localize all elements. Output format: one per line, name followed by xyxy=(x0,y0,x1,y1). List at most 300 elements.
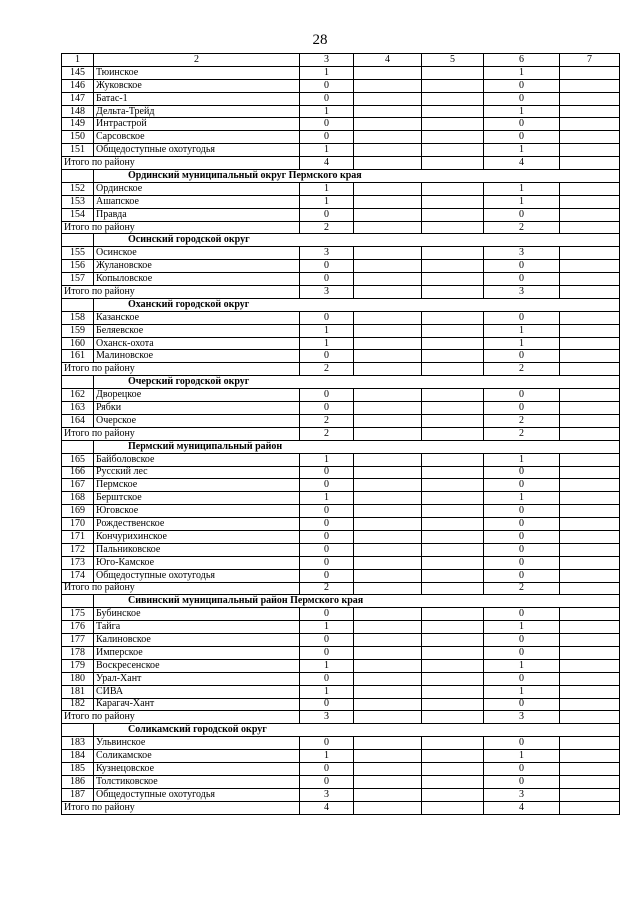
empty-cell xyxy=(354,311,422,324)
col6-value: 0 xyxy=(484,131,560,144)
total-row xyxy=(62,157,620,170)
empty-cell xyxy=(560,479,620,492)
empty-cell xyxy=(422,337,484,350)
empty-cell xyxy=(422,247,484,260)
empty-cell xyxy=(560,646,620,659)
col6-value: 0 xyxy=(484,505,560,518)
col6-value: 0 xyxy=(484,762,560,775)
empty-cell xyxy=(560,311,620,324)
row-number: 181 xyxy=(62,685,94,698)
table-row xyxy=(62,208,620,221)
col6-value: 2 xyxy=(484,414,560,427)
column-number-row xyxy=(62,54,620,67)
empty-cell xyxy=(560,505,620,518)
row-number: 150 xyxy=(62,131,94,144)
total-col6: 2 xyxy=(484,363,560,376)
col6-value: 0 xyxy=(484,466,560,479)
empty-cell xyxy=(354,788,422,801)
row-number: 172 xyxy=(62,543,94,556)
table-row xyxy=(62,414,620,427)
hunting-ground-name: Батас-1 xyxy=(94,92,300,105)
table-row xyxy=(62,389,620,402)
empty-cell xyxy=(354,750,422,763)
section-spacer xyxy=(62,440,94,453)
empty-cell xyxy=(560,118,620,131)
empty-cell xyxy=(560,260,620,273)
col3-value: 1 xyxy=(300,621,354,634)
col3-value: 0 xyxy=(300,608,354,621)
col3-value: 2 xyxy=(300,414,354,427)
col6-value: 0 xyxy=(484,518,560,531)
total-label: Итого по району xyxy=(62,286,300,299)
total-col6: 3 xyxy=(484,286,560,299)
col3-value: 0 xyxy=(300,118,354,131)
hunting-ground-name: Калиновское xyxy=(94,634,300,647)
empty-cell xyxy=(422,479,484,492)
table-row xyxy=(62,182,620,195)
row-number: 173 xyxy=(62,556,94,569)
row-number: 155 xyxy=(62,247,94,260)
table-row xyxy=(62,569,620,582)
col6-value: 1 xyxy=(484,144,560,157)
column-number: 1 xyxy=(62,54,94,67)
table-row xyxy=(62,324,620,337)
empty-cell xyxy=(354,453,422,466)
row-number: 154 xyxy=(62,208,94,221)
empty-cell xyxy=(354,672,422,685)
empty-cell xyxy=(560,801,620,814)
row-number: 175 xyxy=(62,608,94,621)
hunting-ground-name: Кузнецовское xyxy=(94,762,300,775)
empty-cell xyxy=(422,646,484,659)
empty-cell xyxy=(560,427,620,440)
total-label: Итого по району xyxy=(62,427,300,440)
hunting-ground-name: Ординское xyxy=(94,182,300,195)
hunting-ground-name: Малиновское xyxy=(94,350,300,363)
empty-cell xyxy=(354,569,422,582)
col6-value: 1 xyxy=(484,66,560,79)
section-header-row xyxy=(62,298,620,311)
empty-cell xyxy=(354,608,422,621)
section-title: Очерский городской округ xyxy=(94,376,620,389)
empty-cell xyxy=(560,324,620,337)
table-row xyxy=(62,105,620,118)
empty-cell xyxy=(560,92,620,105)
table-row xyxy=(62,750,620,763)
empty-cell xyxy=(422,582,484,595)
total-row xyxy=(62,363,620,376)
empty-cell xyxy=(422,311,484,324)
row-number: 162 xyxy=(62,389,94,402)
empty-cell xyxy=(354,131,422,144)
empty-cell xyxy=(560,79,620,92)
empty-cell xyxy=(422,79,484,92)
section-spacer xyxy=(62,298,94,311)
hunting-ground-name: Воскресенское xyxy=(94,659,300,672)
empty-cell xyxy=(560,182,620,195)
row-number: 156 xyxy=(62,260,94,273)
col6-value: 0 xyxy=(484,737,560,750)
row-number: 152 xyxy=(62,182,94,195)
hunting-ground-name: Очерское xyxy=(94,414,300,427)
row-number: 151 xyxy=(62,144,94,157)
table-row xyxy=(62,672,620,685)
hunting-ground-name: Правда xyxy=(94,208,300,221)
empty-cell xyxy=(560,466,620,479)
empty-cell xyxy=(560,492,620,505)
col6-value: 3 xyxy=(484,788,560,801)
row-number: 174 xyxy=(62,569,94,582)
empty-cell xyxy=(422,801,484,814)
total-row xyxy=(62,711,620,724)
section-header-row xyxy=(62,376,620,389)
empty-cell xyxy=(354,208,422,221)
empty-cell xyxy=(354,195,422,208)
empty-cell xyxy=(354,582,422,595)
table-row xyxy=(62,118,620,131)
empty-cell xyxy=(422,556,484,569)
row-number: 145 xyxy=(62,66,94,79)
empty-cell xyxy=(560,453,620,466)
row-number: 160 xyxy=(62,337,94,350)
col6-value: 0 xyxy=(484,118,560,131)
row-number: 183 xyxy=(62,737,94,750)
hunting-ground-name: Рябки xyxy=(94,402,300,415)
empty-cell xyxy=(560,144,620,157)
total-row xyxy=(62,801,620,814)
empty-cell xyxy=(560,788,620,801)
hunting-ground-name: Тюинское xyxy=(94,66,300,79)
table-row xyxy=(62,621,620,634)
col3-value: 1 xyxy=(300,685,354,698)
col3-value: 0 xyxy=(300,530,354,543)
empty-cell xyxy=(560,569,620,582)
column-number: 2 xyxy=(94,54,300,67)
total-col6: 4 xyxy=(484,801,560,814)
total-col3: 3 xyxy=(300,286,354,299)
col6-value: 0 xyxy=(484,273,560,286)
row-number: 159 xyxy=(62,324,94,337)
table-row xyxy=(62,66,620,79)
hunting-ground-name: Берштское xyxy=(94,492,300,505)
col3-value: 1 xyxy=(300,105,354,118)
row-number: 170 xyxy=(62,518,94,531)
table-row xyxy=(62,685,620,698)
table-row xyxy=(62,479,620,492)
col3-value: 0 xyxy=(300,273,354,286)
empty-cell xyxy=(422,273,484,286)
empty-cell xyxy=(560,762,620,775)
table-row xyxy=(62,556,620,569)
col6-value: 0 xyxy=(484,389,560,402)
empty-cell xyxy=(560,402,620,415)
hunting-ground-name: СИВА xyxy=(94,685,300,698)
col3-value: 0 xyxy=(300,518,354,531)
hunting-ground-name: Имперское xyxy=(94,646,300,659)
row-number: 146 xyxy=(62,79,94,92)
empty-cell xyxy=(560,608,620,621)
total-row xyxy=(62,582,620,595)
col3-value: 0 xyxy=(300,737,354,750)
page-number: 28 xyxy=(312,32,328,48)
row-number: 157 xyxy=(62,273,94,286)
empty-cell xyxy=(422,518,484,531)
table-row xyxy=(62,775,620,788)
hunting-ground-name: Копыловское xyxy=(94,273,300,286)
col6-value: 3 xyxy=(484,247,560,260)
hunting-ground-name: Общедоступные охотугодья xyxy=(94,788,300,801)
table-row xyxy=(62,608,620,621)
col3-value: 1 xyxy=(300,659,354,672)
col3-value: 3 xyxy=(300,247,354,260)
col6-value: 0 xyxy=(484,698,560,711)
empty-cell xyxy=(422,685,484,698)
row-number: 180 xyxy=(62,672,94,685)
empty-cell xyxy=(354,79,422,92)
col3-value: 1 xyxy=(300,144,354,157)
col3-value: 1 xyxy=(300,337,354,350)
col3-value: 0 xyxy=(300,634,354,647)
table-row xyxy=(62,350,620,363)
col3-value: 0 xyxy=(300,350,354,363)
empty-cell xyxy=(560,582,620,595)
row-number: 182 xyxy=(62,698,94,711)
row-number: 165 xyxy=(62,453,94,466)
empty-cell xyxy=(422,402,484,415)
hunting-ground-name: Рождественское xyxy=(94,518,300,531)
hunting-ground-name: Общедоступные охотугодья xyxy=(94,569,300,582)
empty-cell xyxy=(560,131,620,144)
col3-value: 1 xyxy=(300,195,354,208)
row-number: 147 xyxy=(62,92,94,105)
hunting-ground-name: Русский лес xyxy=(94,466,300,479)
empty-cell xyxy=(354,518,422,531)
hunting-ground-name: Толстиковское xyxy=(94,775,300,788)
empty-cell xyxy=(560,221,620,234)
hunting-ground-name: Соликамское xyxy=(94,750,300,763)
empty-cell xyxy=(354,350,422,363)
col6-value: 1 xyxy=(484,195,560,208)
table-row xyxy=(62,466,620,479)
total-col3: 2 xyxy=(300,427,354,440)
empty-cell xyxy=(422,144,484,157)
col6-value: 0 xyxy=(484,92,560,105)
empty-cell xyxy=(354,646,422,659)
col6-value: 1 xyxy=(484,105,560,118)
col6-value: 0 xyxy=(484,79,560,92)
col3-value: 0 xyxy=(300,556,354,569)
total-col6: 2 xyxy=(484,582,560,595)
hunting-ground-name: Беляевское xyxy=(94,324,300,337)
empty-cell xyxy=(422,659,484,672)
empty-cell xyxy=(560,66,620,79)
total-col3: 4 xyxy=(300,801,354,814)
section-title: Сивинский муниципальный район Пермского края xyxy=(94,595,620,608)
section-header-row xyxy=(62,724,620,737)
empty-cell xyxy=(560,273,620,286)
row-number: 171 xyxy=(62,530,94,543)
empty-cell xyxy=(354,775,422,788)
empty-cell xyxy=(560,105,620,118)
row-number: 178 xyxy=(62,646,94,659)
empty-cell xyxy=(422,530,484,543)
row-number: 179 xyxy=(62,659,94,672)
col3-value: 3 xyxy=(300,788,354,801)
col3-value: 0 xyxy=(300,311,354,324)
table-row xyxy=(62,737,620,750)
hunting-ground-name: Юговское xyxy=(94,505,300,518)
col3-value: 0 xyxy=(300,775,354,788)
empty-cell xyxy=(422,66,484,79)
total-label: Итого по району xyxy=(62,157,300,170)
empty-cell xyxy=(422,92,484,105)
section-spacer xyxy=(62,595,94,608)
table-row xyxy=(62,131,620,144)
row-number: 164 xyxy=(62,414,94,427)
empty-cell xyxy=(422,711,484,724)
row-number: 184 xyxy=(62,750,94,763)
col3-value: 0 xyxy=(300,543,354,556)
row-number: 169 xyxy=(62,505,94,518)
empty-cell xyxy=(560,195,620,208)
col3-value: 0 xyxy=(300,402,354,415)
empty-cell xyxy=(560,659,620,672)
total-row xyxy=(62,427,620,440)
empty-cell xyxy=(422,324,484,337)
empty-cell xyxy=(354,402,422,415)
section-title: Осинский городской округ xyxy=(94,234,620,247)
col6-value: 1 xyxy=(484,621,560,634)
empty-cell xyxy=(354,363,422,376)
col6-value: 1 xyxy=(484,492,560,505)
hunting-ground-name: Интрастрой xyxy=(94,118,300,131)
empty-cell xyxy=(354,621,422,634)
hunting-ground-name: Дворецкое xyxy=(94,389,300,402)
empty-cell xyxy=(422,389,484,402)
col6-value: 0 xyxy=(484,556,560,569)
column-number: 4 xyxy=(354,54,422,67)
empty-cell xyxy=(560,247,620,260)
empty-cell xyxy=(560,337,620,350)
table-row xyxy=(62,659,620,672)
total-col6: 2 xyxy=(484,221,560,234)
hunting-ground-name: Ашапское xyxy=(94,195,300,208)
empty-cell xyxy=(422,634,484,647)
empty-cell xyxy=(560,750,620,763)
col6-value: 1 xyxy=(484,453,560,466)
empty-cell xyxy=(422,414,484,427)
row-number: 186 xyxy=(62,775,94,788)
section-title: Пермский муниципальный район xyxy=(94,440,620,453)
empty-cell xyxy=(560,389,620,402)
empty-cell xyxy=(422,775,484,788)
empty-cell xyxy=(354,337,422,350)
col6-value: 0 xyxy=(484,208,560,221)
empty-cell xyxy=(354,762,422,775)
col6-value: 0 xyxy=(484,530,560,543)
empty-cell xyxy=(560,518,620,531)
empty-cell xyxy=(354,118,422,131)
col3-value: 0 xyxy=(300,92,354,105)
empty-cell xyxy=(422,543,484,556)
hunting-ground-name: Пальниковское xyxy=(94,543,300,556)
total-label: Итого по району xyxy=(62,711,300,724)
column-number: 6 xyxy=(484,54,560,67)
empty-cell xyxy=(560,698,620,711)
empty-cell xyxy=(354,221,422,234)
empty-cell xyxy=(354,530,422,543)
empty-cell xyxy=(560,672,620,685)
row-number: 163 xyxy=(62,402,94,415)
empty-cell xyxy=(354,427,422,440)
col3-value: 1 xyxy=(300,182,354,195)
total-col6: 2 xyxy=(484,427,560,440)
empty-cell xyxy=(422,762,484,775)
empty-cell xyxy=(560,286,620,299)
row-number: 176 xyxy=(62,621,94,634)
hunting-ground-name: Бубинское xyxy=(94,608,300,621)
total-col3: 2 xyxy=(300,582,354,595)
total-label: Итого по району xyxy=(62,801,300,814)
col6-value: 0 xyxy=(484,775,560,788)
empty-cell xyxy=(422,118,484,131)
col6-value: 0 xyxy=(484,260,560,273)
row-number: 149 xyxy=(62,118,94,131)
hunting-ground-name: Тайга xyxy=(94,621,300,634)
hunting-ground-name: Жулановское xyxy=(94,260,300,273)
col6-value: 0 xyxy=(484,402,560,415)
col6-value: 0 xyxy=(484,608,560,621)
section-spacer xyxy=(62,234,94,247)
section-spacer xyxy=(62,170,94,183)
empty-cell xyxy=(354,543,422,556)
col3-value: 0 xyxy=(300,569,354,582)
empty-cell xyxy=(422,672,484,685)
section-header-row xyxy=(62,234,620,247)
empty-cell xyxy=(560,363,620,376)
empty-cell xyxy=(560,350,620,363)
table-row xyxy=(62,311,620,324)
empty-cell xyxy=(560,621,620,634)
hunting-ground-name: Общедоступные охотугодья xyxy=(94,144,300,157)
empty-cell xyxy=(354,711,422,724)
column-number: 3 xyxy=(300,54,354,67)
empty-cell xyxy=(354,414,422,427)
table-row xyxy=(62,788,620,801)
empty-cell xyxy=(354,144,422,157)
total-row xyxy=(62,221,620,234)
col3-value: 0 xyxy=(300,466,354,479)
empty-cell xyxy=(422,260,484,273)
section-title: Ординский муниципальный округ Пермского края xyxy=(94,170,620,183)
table-row xyxy=(62,453,620,466)
empty-cell xyxy=(354,698,422,711)
empty-cell xyxy=(354,389,422,402)
table-row xyxy=(62,195,620,208)
empty-cell xyxy=(422,286,484,299)
col6-value: 0 xyxy=(484,543,560,556)
empty-cell xyxy=(422,788,484,801)
total-col3: 2 xyxy=(300,363,354,376)
section-title: Оханский городской округ xyxy=(94,298,620,311)
table-row xyxy=(62,530,620,543)
hunting-ground-name: Пермское xyxy=(94,479,300,492)
empty-cell xyxy=(422,750,484,763)
col3-value: 0 xyxy=(300,260,354,273)
empty-cell xyxy=(422,569,484,582)
row-number: 177 xyxy=(62,634,94,647)
col3-value: 0 xyxy=(300,479,354,492)
